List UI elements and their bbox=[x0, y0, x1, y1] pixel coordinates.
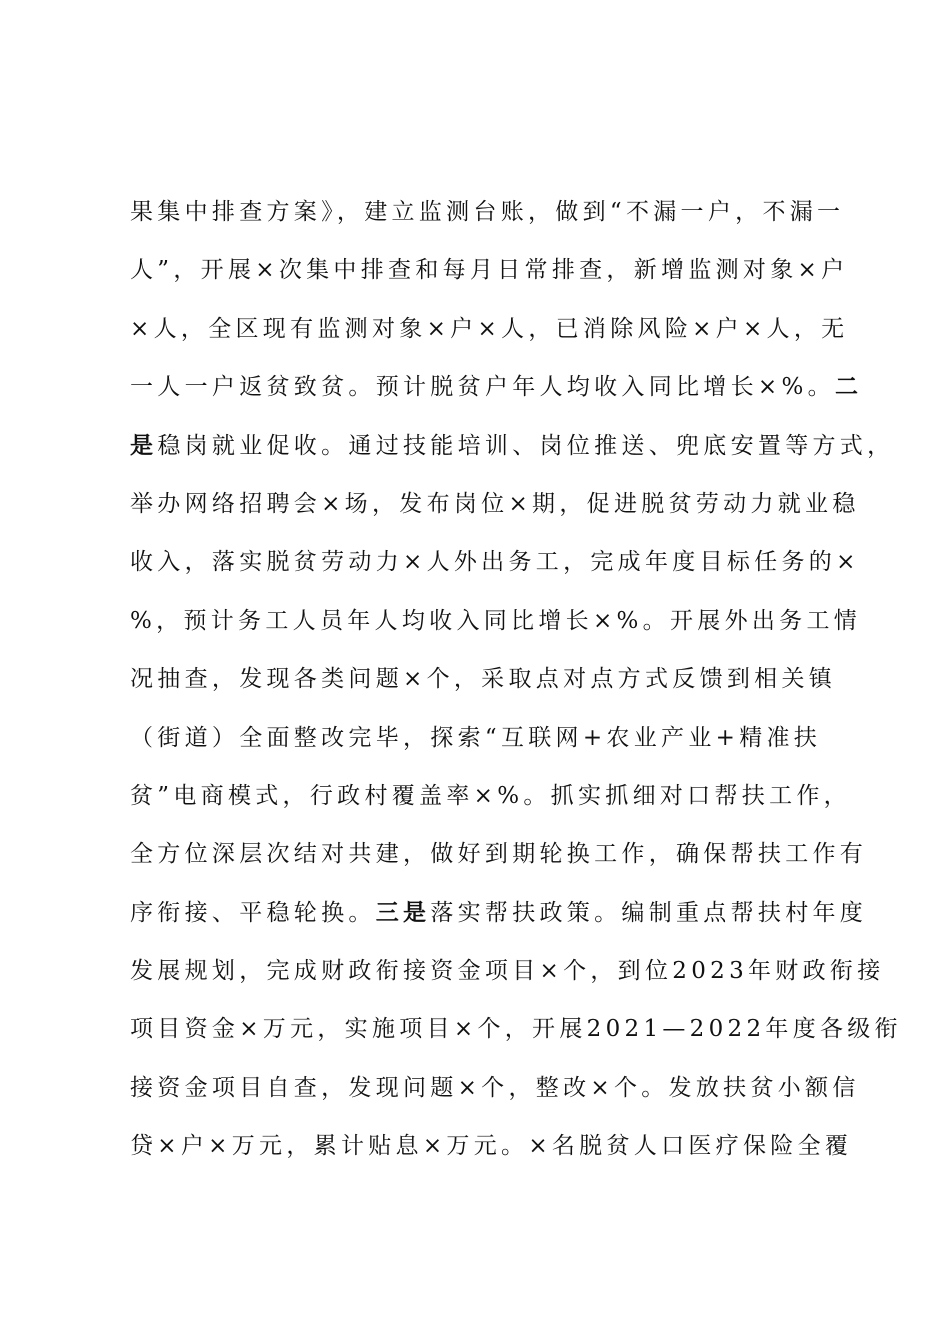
text-segment: 全方位深层次结对共建，做好到期轮换工作，确保帮扶工作有 bbox=[130, 841, 868, 868]
text-segment: %，预计务工人员年人均收入同比增长×%。开展外出务工情 bbox=[130, 607, 862, 634]
text-line bbox=[130, 1000, 902, 1058]
text-segment: 落实帮扶政策。编制重点帮扶村年度 bbox=[430, 899, 868, 926]
bold-marker: 二 bbox=[834, 373, 863, 401]
text-segment: 人”，开展×次集中排查和每月日常排查，新增监测对象×户 bbox=[130, 257, 849, 284]
text-line bbox=[130, 1117, 853, 1175]
text-segment: 收入，落实脱贫劳动力×人外出务工，完成年度目标任务的× bbox=[130, 549, 860, 576]
text-line bbox=[130, 1059, 860, 1117]
text-segment: 贫”电商模式，行政村覆盖率×%。抓实抓细对口帮扶工作， bbox=[130, 782, 851, 809]
text-line bbox=[130, 825, 868, 883]
text-line bbox=[130, 533, 860, 591]
text-segment: 举办网络招聘会×场，发布岗位×期，促进脱贫劳动力就业稳 bbox=[130, 490, 860, 517]
text-line bbox=[130, 592, 862, 650]
text-segment: 况抽查，发现各类问题×个，采取点对点方式反馈到相关镇 bbox=[130, 666, 837, 693]
text-segment: （街道）全面整改完毕，探索“互联网+农业产业+精准扶 bbox=[130, 724, 822, 751]
bold-marker: 三是 bbox=[375, 898, 431, 926]
text-line bbox=[130, 300, 849, 358]
text-segment: 贷×户×万元，累计贴息×万元。×名脱贫人口医疗保险全覆 bbox=[130, 1133, 853, 1160]
text-segment: 一人一户返贫致贫。预计脱贫户年人均收入同比增长×%。 bbox=[130, 374, 835, 401]
body-text bbox=[130, 183, 902, 1176]
text-segment: 序衔接、平稳轮换。 bbox=[130, 899, 376, 926]
text-segment: 发展规划，完成财政衔接资金项目×个，到位2023年财政衔接 bbox=[130, 958, 885, 985]
text-line bbox=[130, 767, 851, 825]
text-segment: ×人，全区现有监测对象×户×人，已消除风险×户×人，无 bbox=[130, 315, 849, 342]
text-line bbox=[130, 417, 895, 475]
text-line bbox=[130, 241, 849, 299]
text-segment: 果集中排查方案》，建立监测台账，做到“不漏一户，不漏一 bbox=[130, 199, 845, 225]
text-line bbox=[130, 650, 837, 708]
text-line bbox=[130, 942, 885, 1000]
text-line bbox=[130, 183, 845, 241]
text-line bbox=[130, 709, 830, 767]
text-line bbox=[130, 884, 868, 942]
text-segment: 稳岗就业促收。通过技能培训、岗位推送、兜底安置等方式， bbox=[157, 432, 895, 459]
text-segment: 接资金项目自查，发现问题×个，整改×个。发放扶贫小额信 bbox=[130, 1074, 860, 1101]
text-line bbox=[130, 358, 863, 416]
text-line bbox=[130, 475, 860, 533]
text-segment: 项目资金×万元，实施项目×个，开展2021—2022年度各级衔 bbox=[130, 1016, 902, 1043]
bold-marker: 是 bbox=[130, 431, 158, 459]
